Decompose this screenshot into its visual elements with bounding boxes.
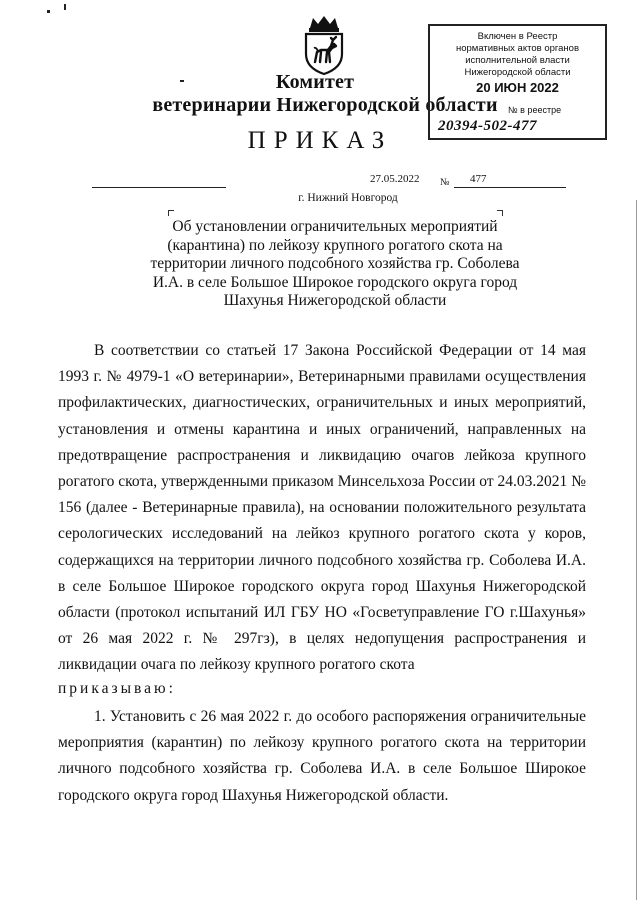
stamp-line: Нижегородской области [464,67,571,78]
stamp-date: 20 ИЮН 2022 [476,80,559,95]
stamp-register-label: № в реестре [508,105,562,115]
document-city: г. Нижний Новгород [298,192,398,204]
stamp-register-number: 20394-502-477 [438,118,537,134]
stamp-line: нормативных актов органов [455,43,580,54]
coat-of-arms-icon [298,14,350,76]
document-number: 477 [470,173,487,185]
date-underline-left [92,187,226,188]
register-stamp [428,24,607,140]
document-subject: Об установлении ограничительных мероприятий (карантина) по лейкозу крупного рогатого скота на территории личного подсобного хозяйства гр. Соболева И.А. в селе Большое Широкое городского округа город Шахунья Нижегородской области [150,218,520,310]
org-name-line2: ветеринарии Нижегородской области [152,94,498,116]
preamble-paragraph: В соответствии со статьей 17 Закона Российской Федерации от 14 мая 1993 г. № 4979-1 «О ветеринарии», Ветеринарными правилами осуществления профилактических, диагностических, ограничительных и иных мероприятий, установления и отмены карантина и иных ограничений, направленных на предотвращение распространения и ликвидацию очагов лейкоза крупного рогатого скота, утвержденными приказом Минсельхоза России от 24.03.2021 № 156 (далее - Ветеринарные правила), на основании положительного результата серологических исследований на лейкоз крупного рогатого скота у коров, содержащихся на территории личного подсобного хозяйства гр. Соболева И.А. в селе Большое Широкое городского округа город Шахунья Нижегородской области (протокол испытаний ИЛ ГБУ НО «Госветуправление ГО г.Шахунья» от 26 мая 2022 г. № 297гз), в целях недопущения распространения и ликвидации очага по лейкозу крупного рогатого скота [58,342,586,674]
document-date: 27.05.2022 [370,173,420,185]
stamp-line: Включен в Реестр [477,31,558,42]
stamp-line: исполнительной власти [465,55,570,66]
number-label: № [440,177,450,188]
scan-speck [47,10,50,13]
scan-edge-line [636,200,637,900]
org-name-line1: Комитет [275,71,355,93]
order-word: приказываю: [58,680,176,697]
number-underline [454,187,566,188]
subject-corner-left [168,210,174,216]
order-item-1: 1. Установить с 26 мая 2022 г. до особого распоряжения ограничительные мероприятия (карантин) по лейкозу крупного рогатого скота на территории личного подсобного хозяйства гр. Соболева И.А. в селе Большое Широкое городского округа город Шахунья Нижегородской области. [58,708,586,804]
document-type: ПРИКАЗ [247,127,393,154]
scan-speck [64,4,66,10]
subject-corner-right [497,210,503,216]
